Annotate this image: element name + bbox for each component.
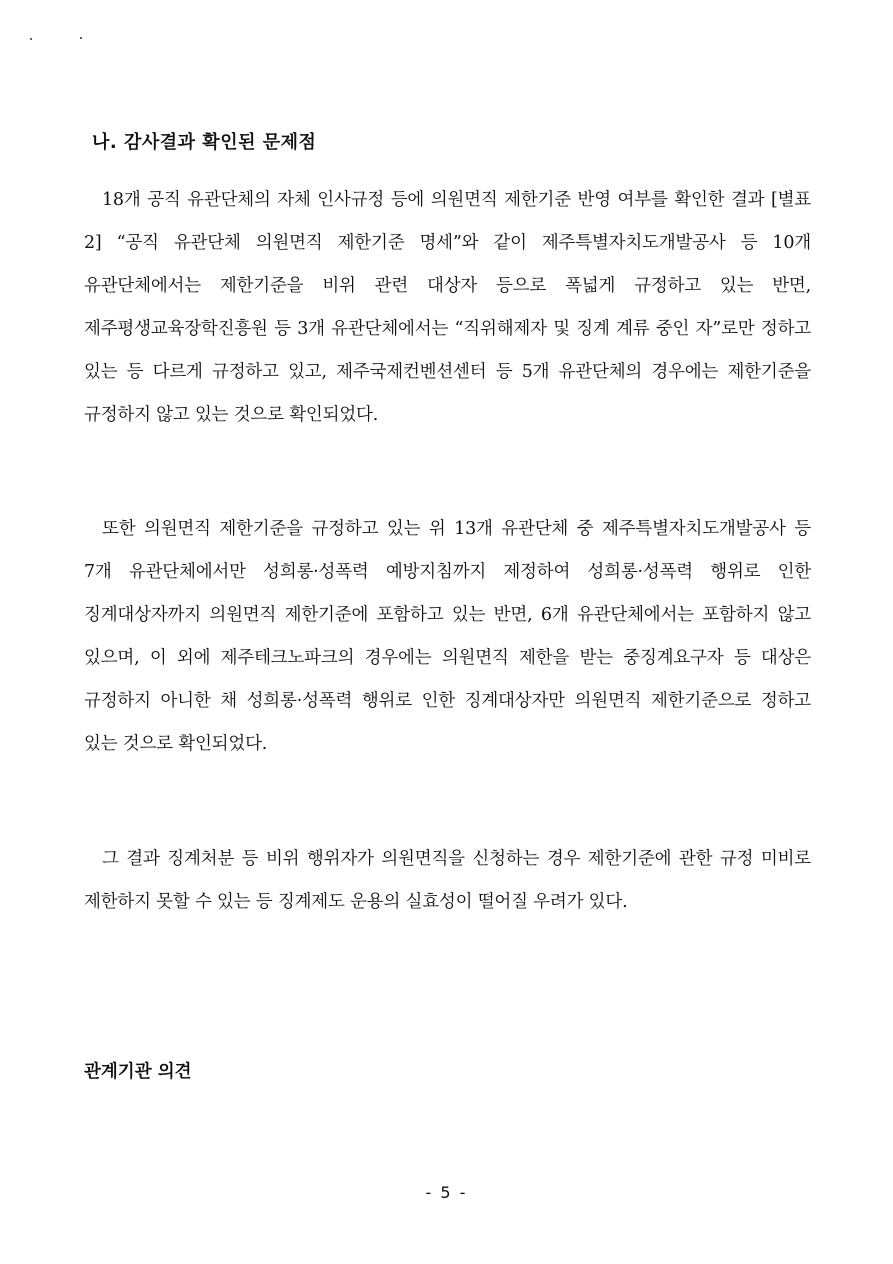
scan-speck (80, 37, 82, 39)
page-number: - 5 - (425, 1183, 468, 1202)
section-heading: 나. 감사결과 확인된 문제점 (92, 132, 317, 153)
scan-speck (30, 38, 32, 40)
body-paragraph: 18개 공직 유관단체의 자체 인사규정 등에 의원면직 제한기준 반영 여부를 확인한 결과 [별표 2] “공직 유관단체 의원면직 제한기준 명세”와 같이 제주특별자치도개발공사 등 10개 유관단체에서는 제한기준을 비위 관련 대상자 등으로 폭넓게 규정하고 있는 반면, 제주평생교육장학진흥원 등 3개 유관단체에서는 “직위해제자 및 징계 계류 중인 자”로만 정하고 있는 등 다르게 규정하고 있고, 제주국제컨벤션센터 등 5개 유관단체의 경우에는 제한기준을 규정하지 않고 있는 것으로 확인되었다. (84, 190, 811, 425)
agency-opinion-heading: 관계기관 의견 (84, 1062, 192, 1082)
body-paragraph: 또한 의원면직 제한기준을 규정하고 있는 위 13개 유관단체 중 제주특별자치도개발공사 등 7개 유관단체에서만 성희롱·성폭력 예방지침까지 제정하여 성희롱·성폭력 행위로 인한 징계대상자까지 의원면직 제한기준에 포함하고 있는 반면, 6개 유관단체에서는 포함하지 않고 있으며, 이 외에 제주테크노파크의 경우에는 의원면직 제한을 받는 중징계요구자 등 대상은 규정하지 아니한 채 성희롱·성폭력 행위로 인한 징계대상자만 의원면직 제한기준으로 정하고 있는 것으로 확인되었다. (84, 519, 811, 754)
body-paragraph: 그 결과 징계처분 등 비위 행위자가 의원면직을 신청하는 경우 제한기준에 관한 규정 미비로 제한하지 못할 수 있는 등 징계제도 운용의 실효성이 떨어질 우려가 있다. (84, 849, 811, 912)
